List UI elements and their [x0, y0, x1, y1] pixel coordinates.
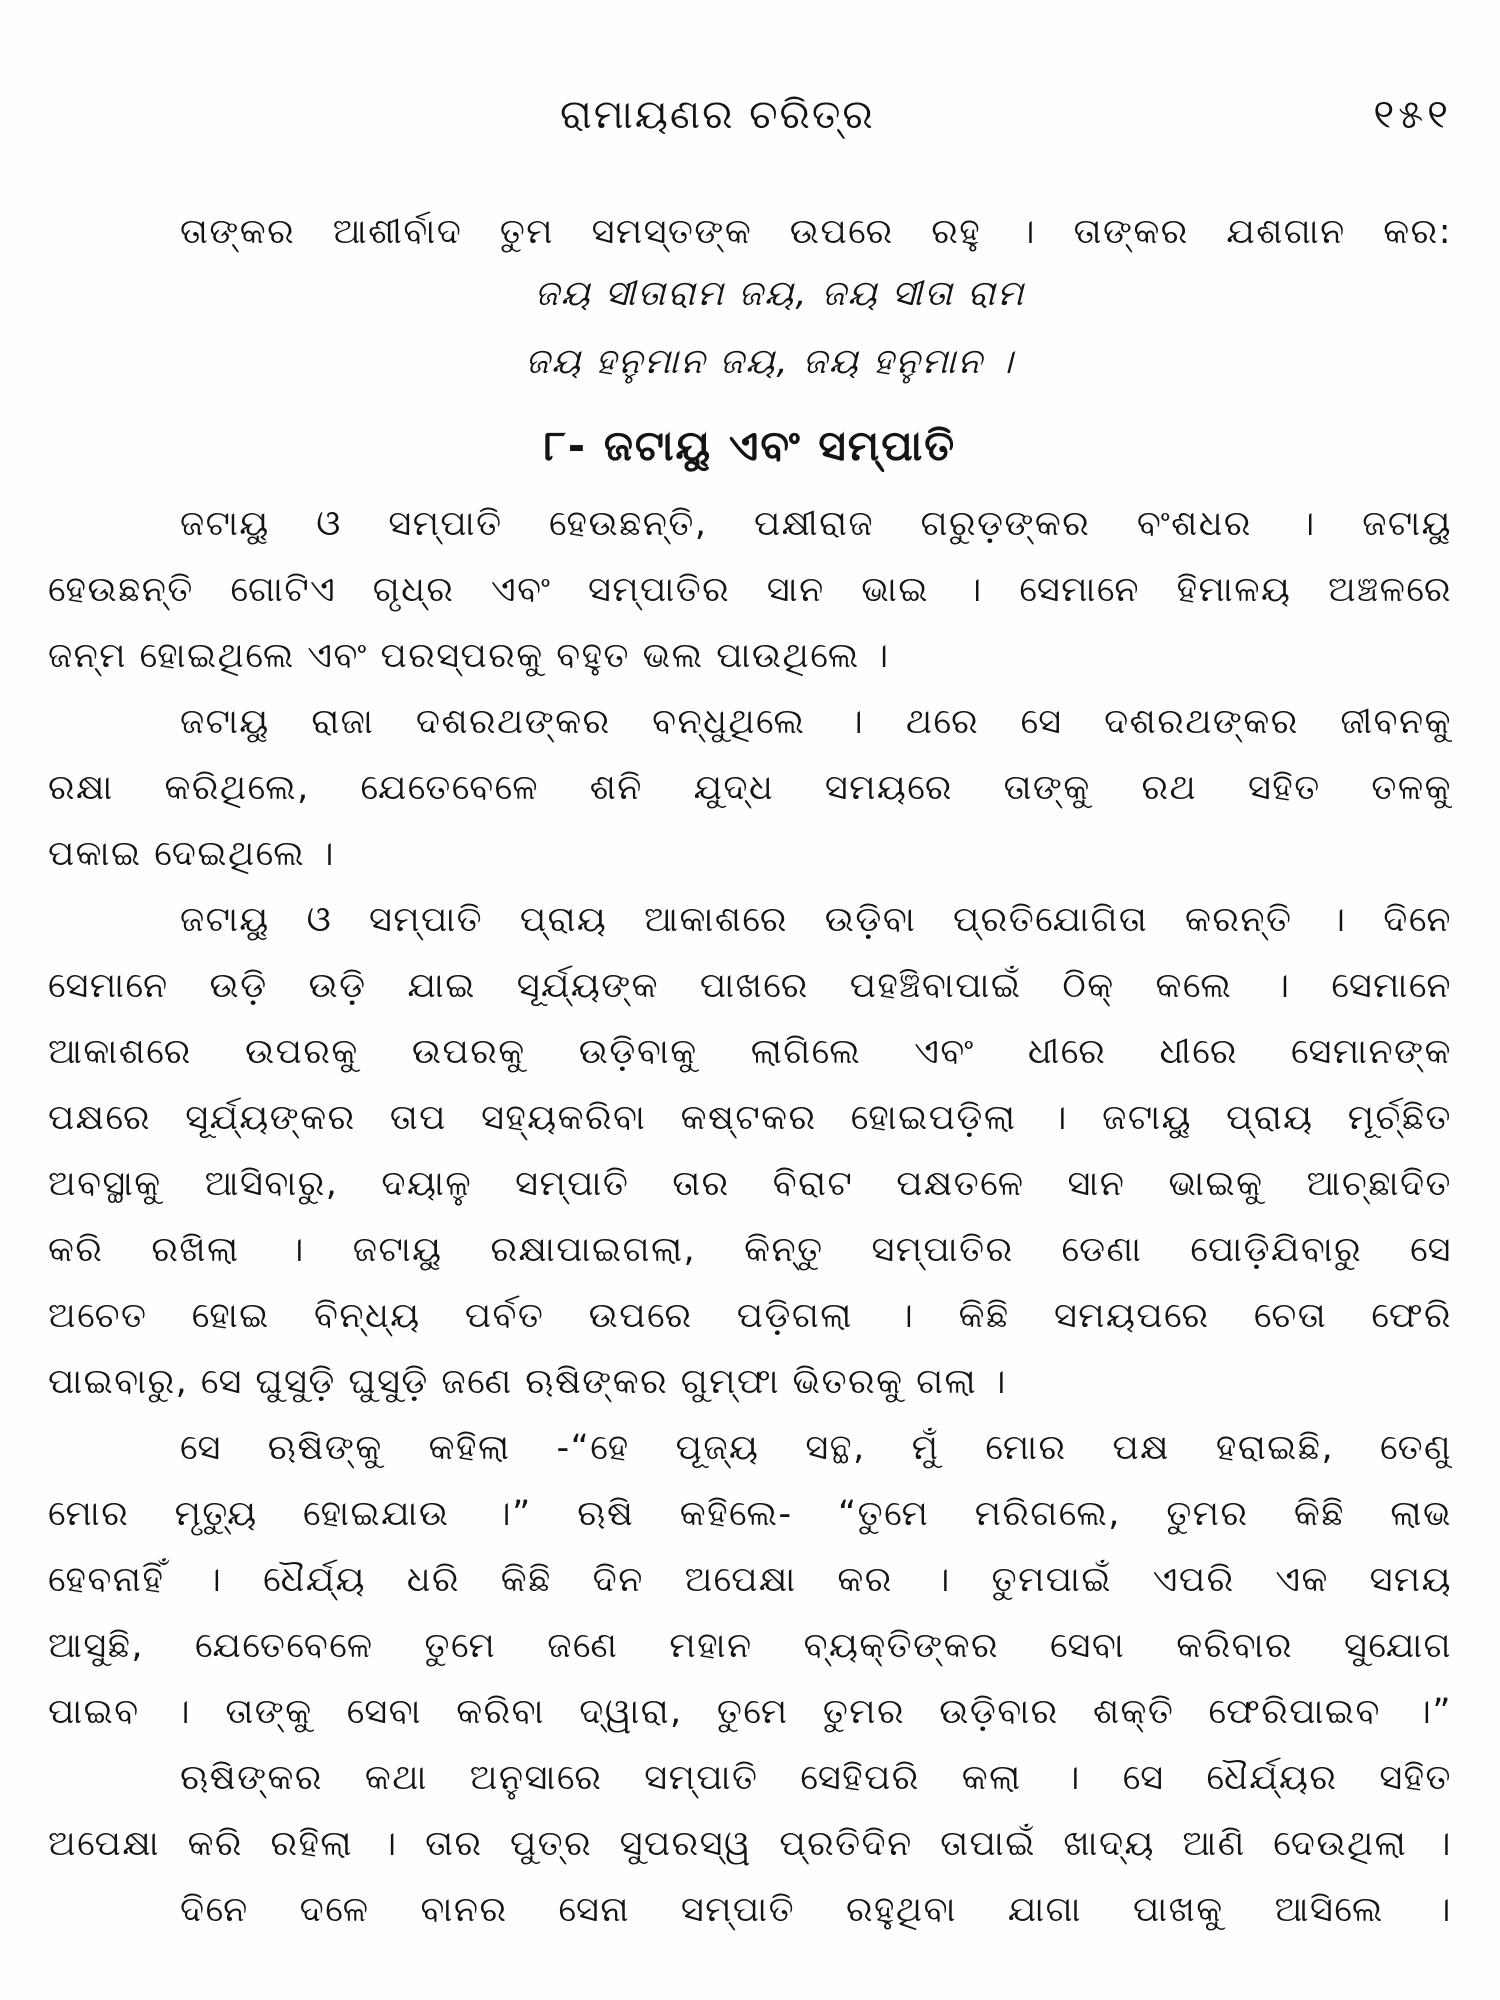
- body-line: ଜନ୍ମ ହୋଇଥିଲେ ଏବଂ ପରସ୍ପରକୁ ବହୁତ ଭଲ ପାଉଥିଲେ ।: [48, 636, 890, 676]
- body-line: ହେଉଛନ୍ତି ଗୋଟିଏ ଗୃଧ୍ର ଏବଂ ସମ୍ପାତିର ସାନ ଭାଇ । ସେମାନେ ହିମାଳୟ ଅଞ୍ଚଳରେ: [48, 570, 1452, 610]
- verse-line: ଜୟ ସୀତାରାମ ଜୟ, ଜୟ ସୀତା ରାମ: [534, 274, 1026, 314]
- body-line: ଦିନେ ଦଳେ ବାନର ସେନା ସମ୍ପାତି ରହୁଥିବା ଯାଗା ପାଖକୁ ଆସିଲେ ।: [180, 1890, 1452, 1930]
- verse-line: ଜୟ ହନୁମାନ ଜୟ, ଜୟ ହନୁମାନ ।: [525, 342, 1015, 382]
- body-line: ପାଇବାରୁ, ସେ ଘୁସୁଡ଼ି ଘୁସୁଡ଼ି ଜଣେ ଋଷିଙ୍କର ଗୁମ୍ଫା ଭିତରକୁ ଗଲା ।: [48, 1362, 1007, 1402]
- body-line: କରି ରଖିଲା । ଜଟାୟୁ ରକ୍ଷାପାଇଗଲା, କିନ୍ତୁ ସମ୍ପାତିର ଡେଣା ପୋଡ଼ିଯିବାରୁ ସେ: [48, 1230, 1452, 1270]
- body-line: ପକ୍ଷରେ ସୂର୍ଯ୍ୟଙ୍କର ତାପ ସହ୍ୟକରିବା କଷ୍ଟକର ହୋଇପଡ଼ିଲା । ଜଟାୟୁ ପ୍ରାୟ ମୂର୍ଚ୍ଛିତ: [48, 1098, 1452, 1138]
- body-line: ଜଟାୟୁ ଓ ସମ୍ପାତି ପ୍ରାୟ ଆକାଶରେ ଉଡ଼ିବା ପ୍ରତିଯୋଗିତା କରନ୍ତି । ଦିନେ: [180, 900, 1452, 940]
- body-line: ରକ୍ଷା କରିଥିଲେ, ଯେତେବେଳେ ଶନି ଯୁଦ୍ଧ ସମୟରେ ତାଙ୍କୁ ରଥ ସହିତ ତଳକୁ: [48, 768, 1452, 808]
- body-line: ସେମାନେ ଉଡ଼ି ଉଡ଼ି ଯାଇ ସୂର୍ଯ୍ୟଙ୍କ ପାଖରେ ପହଞ୍ଚିବାପାଇଁ ଠିକ୍ କଲେ । ସେମାନେ: [48, 966, 1452, 1006]
- body-line: ଋଷିଙ୍କର କଥା ଅନୁସାରେ ସମ୍ପାତି ସେହିପରି କଲା । ସେ ଧୈର୍ଯ୍ୟର ସହିତ: [180, 1758, 1452, 1798]
- running-header: [0, 92, 1500, 152]
- body-line: ଅପେକ୍ଷା କରି ରହିଲା । ତାର ପୁତ୍ର ସୁପରସ୍ୱ ପ୍ରତିଦିନ ତାପାଇଁ ଖାଦ୍ୟ ଆଣି ଦେଉଥିଲା ।: [48, 1824, 1452, 1864]
- body-line: ଆସୁଛି, ଯେତେବେଳେ ତୁମେ ଜଣେ ମହାନ ବ୍ୟକ୍ତିଙ୍କର ସେବା କରିବାର ସୁଯୋଗ: [48, 1626, 1452, 1666]
- opening-line: ତାଙ୍କର ଆଶୀର୍ବାଦ ତୁମ ସମସ୍ତଙ୍କ ଉପରେ ରହୁ । ତାଙ୍କର ଯଶଗାନ କର:: [180, 212, 1452, 252]
- body-line: ଅବସ୍ଥାକୁ ଆସିବାରୁ, ଦୟାଳୁ ସମ୍ପାତି ତାର ବିରାଟ ପକ୍ଷତଳେ ସାନ ଭାଇକୁ ଆଚ୍ଛାଦିତ: [48, 1164, 1452, 1204]
- running-title: ରାମାୟଣର ଚରିତ୍ର: [560, 92, 875, 138]
- body-line: ଅଚେତ ହୋଇ ବିନ୍ଧ୍ୟ ପର୍ବତ ଉପରେ ପଡ଼ିଗଲା । କିଛି ସମୟପରେ ଚେତା ଫେରି: [48, 1296, 1452, 1336]
- body-line: ଜଟାୟୁ ରାଜା ଦଶରଥଙ୍କର ବନ୍ଧୁଥିଲେ । ଥରେ ସେ ଦଶରଥଙ୍କର ଜୀବନକୁ: [180, 702, 1452, 742]
- chapter-heading: ୮- ଜଟାୟୁ ଏବଂ ସମ୍ପାତି: [543, 421, 957, 470]
- body-line: ହେବନାହିଁ । ଧୈର୍ଯ୍ୟ ଧରି କିଛି ଦିନ ଅପେକ୍ଷା କର । ତୁମପାଇଁ ଏପରି ଏକ ସମୟ: [48, 1560, 1452, 1600]
- body-line: ପକାଇ ଦେଇଥିଲେ ।: [48, 834, 336, 874]
- page-number: ୧୫୧: [1373, 92, 1452, 138]
- body-line: ମୋର ମୃତ୍ୟୁ ହୋଇଯାଉ ।” ଋଷି କହିଲେ- “ତୁମେ ମରିଗଲେ, ତୁମର କିଛି ଲାଭ: [48, 1494, 1452, 1534]
- body-line: ଜଟାୟୁ ଓ ସମ୍ପାତି ହେଉଛନ୍ତି, ପକ୍ଷୀରାଜ ଗରୁଡ଼ଙ୍କର ବଂଶଧର । ଜଟାୟୁ: [180, 504, 1452, 544]
- body-line: ପାଇବ । ତାଙ୍କୁ ସେବା କରିବା ଦ୍ୱାରା, ତୁମେ ତୁମର ଉଡ଼ିବାର ଶକ୍ତି ଫେରିପାଇବ ।”: [48, 1692, 1452, 1732]
- body-line: ସେ ଋଷିଙ୍କୁ କହିଲା -“ହେ ପୂଜ୍ୟ ସନ୍ଥ, ମୁଁ ମୋର ପକ୍ଷ ହରାଇଛି, ତେଣୁ: [180, 1428, 1452, 1468]
- body-line: ଆକାଶରେ ଉପରକୁ ଉପରକୁ ଉଡ଼ିବାକୁ ଲାଗିଲେ ଏବଂ ଧୀରେ ଧୀରେ ସେମାନଙ୍କ: [48, 1032, 1452, 1072]
